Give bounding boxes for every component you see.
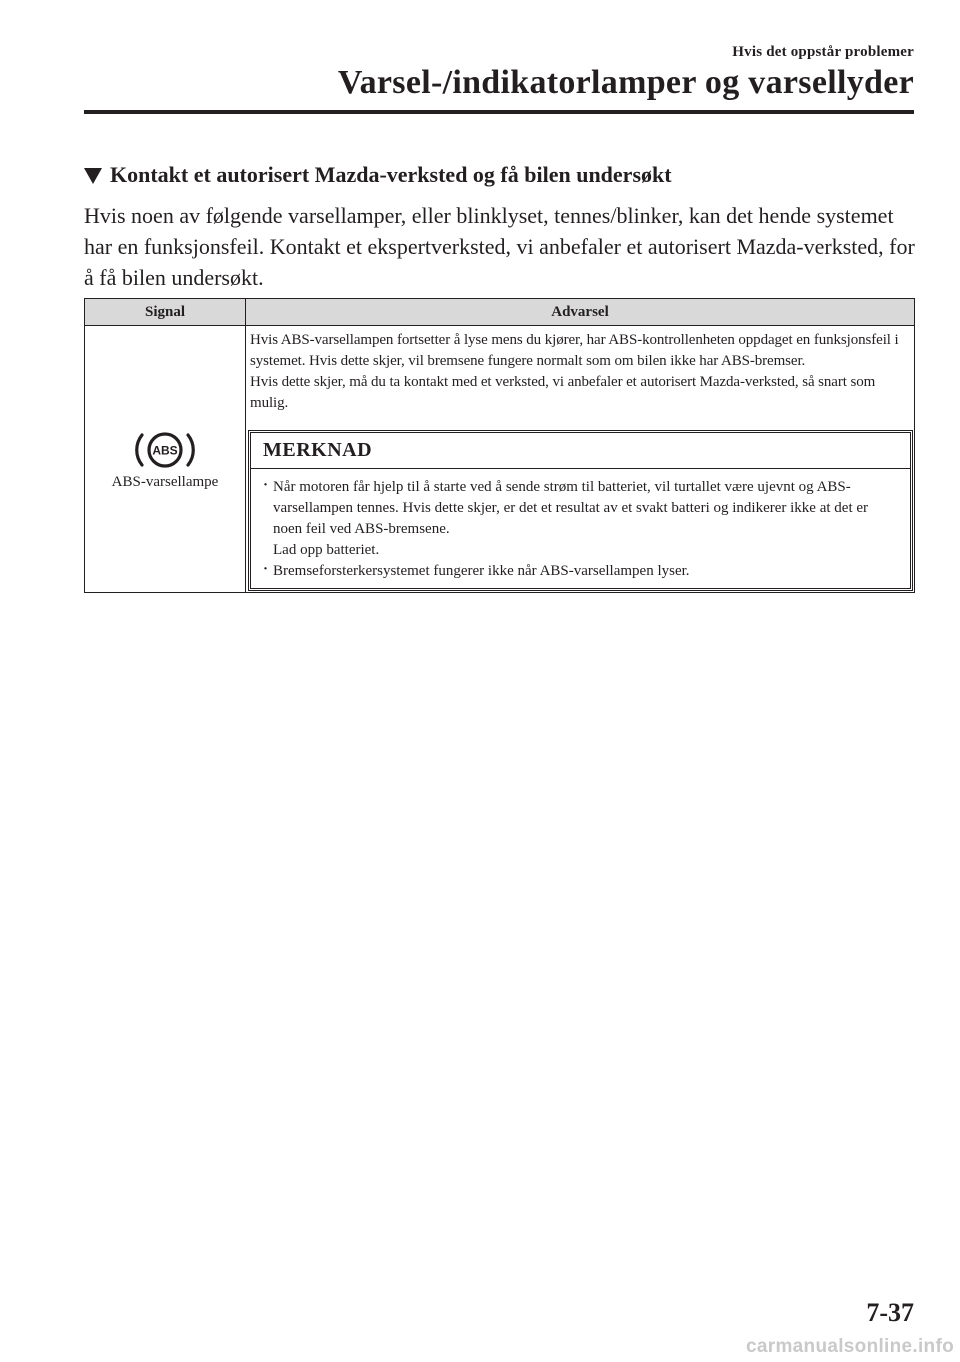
header-section-label: Hvis det oppstår problemer — [732, 44, 914, 60]
abs-icon-label: ABS — [152, 443, 178, 457]
table-row — [85, 326, 915, 593]
signal-table — [84, 298, 915, 593]
note-item-text: Når motoren får hjelp til å starte ved å sende strøm til batteriet, vil turtallet være ujevnt og ABS-varsellampen tennes. Hvis dette skjer, er det et resultat av et svakt batteri og indikerer ikke at det er noen feil ved ABS-bremsene. — [273, 479, 869, 537]
warning-cell — [246, 326, 915, 593]
page-title: Varsel-/indikatorlamper og varsellyder — [337, 64, 914, 101]
watermark: carmanualsonline.info — [746, 1336, 954, 1357]
page-number: 7-37 — [866, 1298, 914, 1327]
note-title: MERKNAD — [251, 433, 910, 469]
note-item — [263, 477, 898, 561]
note-item — [263, 561, 898, 582]
abs-warning-lamp-icon — [130, 428, 200, 472]
table-header-row — [85, 299, 915, 326]
note-item-text: Bremseforsterkersystemet fungerer ikke når ABS-varsellampen lyser. — [273, 563, 690, 579]
intro-paragraph: Hvis noen av følgende varsellamper, eller blinklyset, tennes/blinker, kan det hende systemet har en funksjonsfeil. Kontakt et ekspertverksted, vi anbefaler et autorisert Mazda-verksted, for å få bilen undersøkt. — [84, 203, 915, 290]
column-header-signal: Signal — [85, 299, 246, 326]
section-heading-text: Kontakt et autorisert Mazda-verksted og få bilen undersøkt — [110, 162, 672, 187]
note-list — [251, 469, 910, 588]
note-box — [250, 432, 911, 589]
warning-line: Hvis ABS-varsellampen fortsetter å lyse mens du kjører, har ABS-kontrollenheten oppdaget en funksjonsfeil i systemet. Hvis dette skjer, vil bremsene fungere normalt som om bilen ikke har ABS-bremser. — [250, 332, 899, 369]
warning-line: Hvis dette skjer, må du ta kontakt med et verksted, vi anbefaler et autorisert Mazda-verksted, så snart som mulig. — [250, 374, 876, 411]
header-divider — [84, 110, 914, 114]
note-item-subtext: Lad opp batteriet. — [273, 542, 380, 558]
signal-name: ABS-varsellampe — [111, 473, 219, 490]
column-header-warning: Advarsel — [246, 299, 915, 326]
triangle-bullet-icon — [84, 168, 102, 184]
signal-cell — [85, 326, 246, 593]
section-heading — [84, 162, 672, 188]
warning-text — [246, 326, 914, 414]
